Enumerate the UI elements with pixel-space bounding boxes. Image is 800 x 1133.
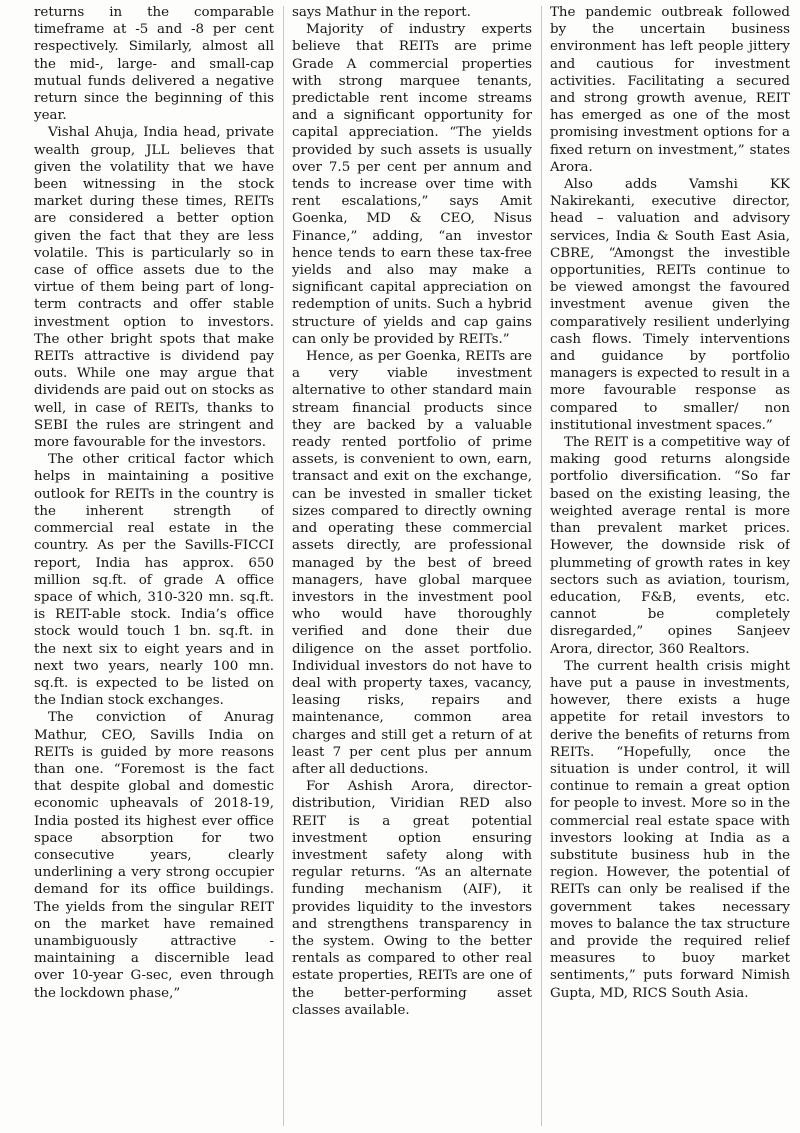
paragraph: The other critical factor which helps in maintaining a positive outlook for REITs in the country is the inherent strength of commercial real estate in the country. As per the Savills-FICCI report, India has approx. 650 million sq.ft. of grade A office space of which, 310-320 mn. sq.ft. is REIT-able stock. India’s office stock would touch 1 bn. sq.ft. in the next six to eight years and in next two years, nearly 100 mn. sq.ft. is expected to be listed on the Indian stock exchanges. (34, 452, 274, 709)
paragraph-continued: says Mathur in the report. (292, 5, 471, 20)
paragraph: Majority of industry experts believe that REITs are prime Grade A commercial properties with strong marquee tenants, predictable rent income streams and a significant opportunity for capital appreciation. “The yields provided by such assets is usually over 7.5 per cent per annum and tends to increase over time with rent escalations,” says Amit Goenka, MD & CEO, Nisus Finance,” adding, “an investor hence tends to earn these tax-free yields and also may make a significant capital appreciation on redemption of units. Such a hybrid structure of yields and cap gains can only be provided by REITs.” (292, 22, 532, 347)
paragraph: The current health crisis might have put a pause in investments, however, there exists a huge appetite for retail investors to derive the benefits of returns from REITs. “Hopefully, once the situation is under control, it will continue to remain a great option for people to invest. More so in the commercial real estate space with investors looking at India as a substitute business hub in the region. However, the potential of REITs can only be realised if the government takes necessary moves to balance the tax structure and provide the required relief measures to buoy market sentiments,” puts forward Nimish Gupta, MD, RICS South Asia. (550, 658, 790, 1001)
column-divider (283, 6, 284, 1126)
paragraph-continued: The pandemic outbreak followed by the uncertain business environment has left people jittery and cautious for investment activities. Facilitating a secured and strong growth avenue, REIT has emerged as one of the most promising investment options for a fixed return on investment,” states Arora. (550, 5, 790, 175)
article-column-1 (34, 4, 274, 1129)
paragraph: Vishal Ahuja, India head, private wealth group, JLL believes that given the volatility that we have been witnessing in the stock market during these times, REITs are considered a better option given the fact that they are less volatile. This is particularly so in case of office assets due to the virtue of them being part of long-term contracts and offer stable investment option to investors. The other bright spots that make REITs attractive is dividend pay outs. While one may argue that dividends are paid out on stocks as well, in case of REITs, thanks to SEBI the rules are stringent and more favourable for the investors. (34, 125, 274, 451)
paragraph: Also adds Vamshi KK Nakirekanti, executive director, head – valuation and advisory services, India & South East Asia, CBRE, “Amongst the investible opportunities, REITs continue to be viewed amongst the favoured investment avenue given the comparatively resilient underlying cash flows. Timely interventions and guidance by portfolio managers is expected to result in a more favourable response as compared to smaller/ non institutional investment spaces.” (550, 177, 790, 433)
paragraph-continued: returns in the comparable timeframe at -5 and -8 per cent respectively. Similarly, almost all the mid-, large- and small-cap mutual funds delivered a negative return since the beginning of this year. (34, 5, 274, 124)
paragraph: The conviction of Anurag Mathur, CEO, Savills India on REITs is guided by more reasons than one. “Foremost is the fact that despite global and domestic economic upheavals of 2018-19, India posted its highest ever office space absorption for two consecutive years, clearly underlining a very strong occupier demand for its office buildings. The yields from the singular REIT on the market have remained unambiguously attractive - maintaining a discernible lead over 10-year G-sec, even through the lockdown phase,” (34, 710, 274, 1001)
paragraph: Hence, as per Goenka, REITs are a very viable investment alternative to other standard main stream financial products since they are backed by a valuable ready rented portfolio of prime assets, is convenient to own, earn, transact and exit on the exchange, can be invested in smaller ticket sizes compared to directly owning and operating these commercial assets directly, are professional managed by the best of breed managers, have global marquee investors in the investment pool who would have thoroughly verified and done their due diligence on the asset portfolio. Individual investors do not have to deal with property taxes, vacancy, leasing risks, repairs and maintenance, common area charges and still get a return of at least 7 per cent plus per annum after all deductions. (292, 349, 532, 777)
article-column-2 (292, 4, 532, 1129)
paragraph: For Ashish Arora, director-distribution, Viridian RED also REIT is a great potential investment option ensuring investment safety along with regular returns. “As an alternate funding mechanism (AIF), it provides liquidity to the investors and strengthens transparency in the system. Owing to the better rentals as compared to other real estate properties, REITs are one of the better-performing asset classes available. (292, 779, 532, 1018)
article-column-3 (550, 4, 790, 1129)
paragraph: The REIT is a competitive way of making good returns alongside portfolio diversification. “So far based on the existing leasing, the weighted average rental is more than prevalent market prices. However, the downside risk of plummeting of growth rates in key sectors such as aviation, tourism, education, F&B, events, etc. cannot be completely disregarded,” opines Sanjeev Arora, director, 360 Realtors. (550, 435, 790, 657)
column-divider (541, 6, 542, 1126)
